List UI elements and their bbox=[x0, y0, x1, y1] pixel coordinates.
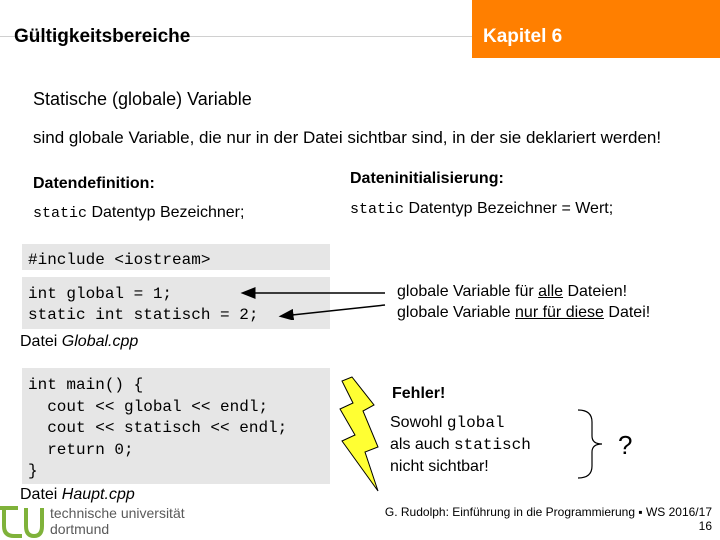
annotation-text: globale Variable für bbox=[397, 283, 539, 300]
question-mark: ? bbox=[618, 430, 633, 460]
global-decl-line: int global = 1; bbox=[28, 285, 173, 303]
tu-logo-icon bbox=[0, 502, 46, 540]
annotation-all-files bbox=[397, 283, 627, 301]
annotation-underlined: nur für diese bbox=[515, 304, 604, 321]
definition-text: sind globale Variable, die nur in der Datei sichtbar sind, in der sie deklariert werden! bbox=[33, 128, 662, 147]
left-static-keyword: static bbox=[33, 205, 88, 222]
global-file-prefix: Datei bbox=[20, 333, 62, 350]
annotation-underlined: alle bbox=[538, 283, 564, 300]
main-code-box bbox=[22, 368, 330, 484]
error-code: statisch bbox=[454, 436, 531, 454]
main-file-name: Haupt.cpp bbox=[61, 486, 135, 503]
main-file-prefix: Datei bbox=[20, 486, 62, 503]
main-line: } bbox=[28, 462, 38, 480]
arrow-static bbox=[292, 305, 385, 315]
include-line: #include <iostream> bbox=[28, 251, 211, 269]
right-syntax bbox=[350, 200, 613, 218]
annotation-arrows bbox=[240, 280, 390, 320]
annotation-text: Dateien! bbox=[563, 283, 628, 300]
lightning-icon bbox=[338, 375, 380, 493]
credit-text: G. Rudolph: Einführung in die Programmierung ▪ WS 2016/17 bbox=[384, 505, 712, 519]
university-line2: dortmund bbox=[50, 521, 110, 537]
annotation-text: globale Variable bbox=[397, 304, 516, 321]
chapter-label: Kapitel 6 bbox=[483, 26, 563, 47]
global-file-name: Global.cpp bbox=[61, 333, 139, 350]
left-syntax-text: Datentyp Bezeichner; bbox=[91, 204, 245, 221]
include-box bbox=[22, 244, 330, 270]
page-number: 16 bbox=[698, 519, 712, 533]
error-text: als auch bbox=[390, 436, 455, 453]
main-line: int main() { bbox=[28, 376, 144, 394]
error-code: global bbox=[446, 414, 505, 432]
main-line: cout << statisch << endl; bbox=[28, 419, 288, 437]
annotation-text: Datei! bbox=[603, 304, 651, 321]
static-decl-line: static int statisch = 2; bbox=[28, 306, 259, 324]
error-title: Fehler! bbox=[392, 385, 446, 402]
university-name bbox=[50, 505, 185, 537]
left-heading: Datendefinition: bbox=[33, 175, 155, 192]
right-syntax-text: Datentyp Bezeichner = Wert; bbox=[408, 200, 614, 217]
right-static-keyword: static bbox=[350, 201, 405, 218]
error-line-1 bbox=[390, 414, 505, 432]
annotation-this-file bbox=[397, 304, 650, 322]
slide-title: Gültigkeitsbereiche bbox=[14, 26, 191, 47]
main-line: return 0; bbox=[28, 440, 134, 459]
error-line-2 bbox=[390, 436, 531, 454]
global-file-label bbox=[20, 333, 138, 351]
error-line-3: nicht sichtbar! bbox=[390, 458, 489, 475]
right-heading: Dateninitialisierung: bbox=[350, 170, 504, 187]
main-line: cout << global << endl; bbox=[28, 397, 269, 416]
error-text: Sowohl bbox=[390, 414, 447, 431]
brace-icon bbox=[572, 408, 608, 480]
section-title: Statische (globale) Variable bbox=[33, 89, 252, 109]
footer-credit bbox=[385, 505, 712, 533]
left-syntax bbox=[33, 204, 244, 222]
university-line1: technische universität bbox=[50, 505, 185, 521]
